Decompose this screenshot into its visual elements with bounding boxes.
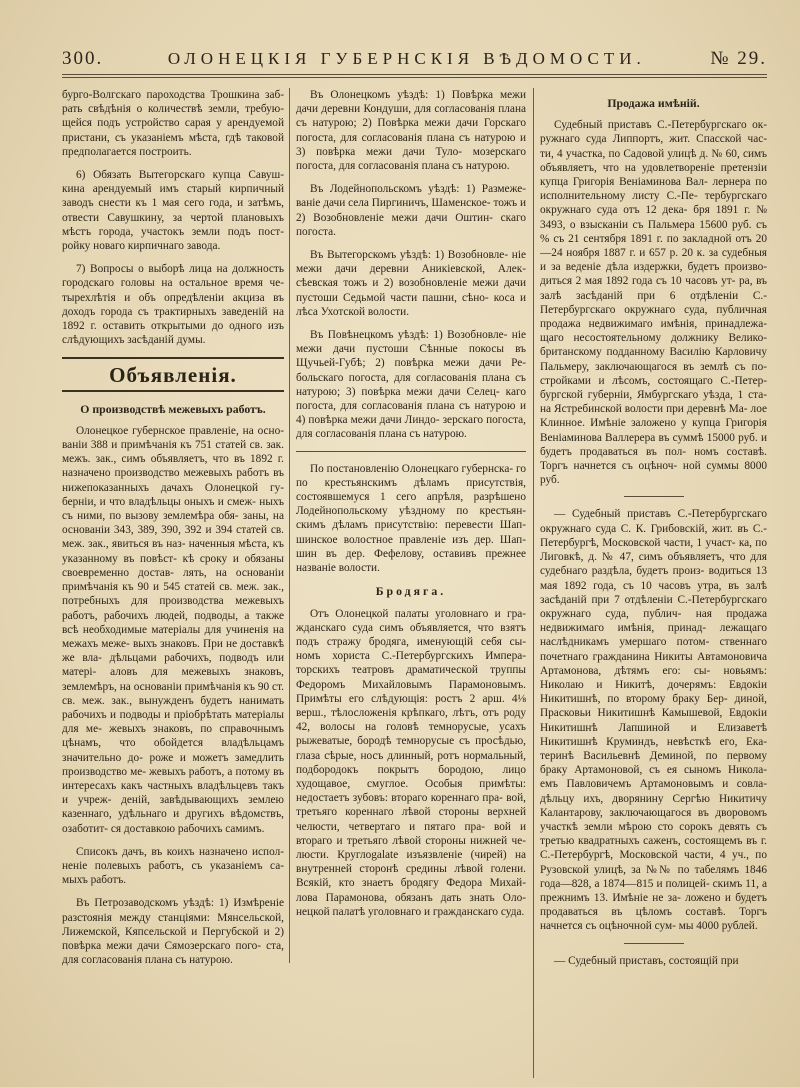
sub-heading: Бродяга. bbox=[375, 584, 447, 599]
paragraph: бурго-Волгскаго пароходства Трошкина заб- рать свѣдѣнія о количествѣ земли, требую- щейся подъ устройство сарая у арендуемой пристани, съ указаніемъ мѣста, гдѣ таковой предполагается построить. bbox=[62, 89, 284, 158]
separator-rule bbox=[624, 496, 684, 497]
paragraph: Отъ Олонецкой палаты уголовнаго и гра- жданскаго суда симъ объявляется, что взятъ подъ стражу бродяга, именующій себя сы- номъ хориста С.-Петербургскихъ Импера- торскихъ театровъ драматической труппы Федоромъ Михайловымъ Парамоновымъ. Примѣты его слѣдующія: ростъ 2 арш. 4⅛ верш., тѣлосложенія крѣпкаго, лѣтъ, отъ роду 42, волосы на головѣ темнорусые, усахъ рыжеватые, бородѣ темнорусые съ просѣдью, глаза сѣрые, носъ длинный, ротъ нормальный, подбородокъ покрытъ бородою, лицо худощавое, смуглое. Особыя примѣты: недостаетъ зубовъ: втораго кореннаго пра- вой, третьяго кореннаго лѣвой стороны верхней челюсти, четвертаго и пятаго пра- вой и втораго и третьяго лѣвой стороны нижней че- люсти. Круглоgalatе изъязвленіе (чирей) на внутренней сторонѣ средины лѣвой голени. Всякій, кто знаетъ бродягу Федора Михай- лова Парамонова, обязанъ дать знать Оло- нецкой палатѣ уголовнаго и гражданскаго суда. bbox=[296, 607, 526, 918]
page-header bbox=[62, 44, 767, 75]
page-number: 300. bbox=[62, 48, 104, 69]
column-divider-2 bbox=[533, 88, 534, 1078]
sub-heading: Продажа имѣній. bbox=[607, 96, 700, 110]
column-2 bbox=[296, 88, 526, 968]
paragraph: 7) Вопросы о выборѣ лица на должность городскаго головы на остальное время че- тырехлѣтія и объ опредѣленіи акциза въ доходъ города съ трактирныхъ заведеній на 1892 г. оставить открытыми до одного изъ слѣдующихъ засѣданій думы. bbox=[62, 263, 284, 347]
column-3 bbox=[540, 88, 767, 1088]
paragraph: Въ Олонецкомъ уѣздѣ: 1) Повѣрка межи дачи деревни Кондуши, для согласованія плана съ натурою; 2) Повѣрка межи дачи Горскаго погоста, для согласованія плана съ натурою и 3) повѣрка межи дачи Туло- мозерскаго погоста, для согласованія плана съ натурою. bbox=[296, 89, 526, 173]
paragraph: Олонецкое губернское правленіе, на осно- ваніи 388 и примѣчанія къ 751 статей св. зак. межъ. зак., симъ объявляетъ, что въ 1892 г. назначено производство межевыхъ работъ въ нижепоказанныхъ дачахъ Олонецкой гу- берніи, и что владѣльцы оныхъ и смеж- ныхъ съ ними, по вызову землемѣра обя- заны, на основаніи 343, 389, 390, 392 и 394 статей св. меж. зак., явиться въ наз- наченныя мѣста, къ указанному въ повѣст- кѣ сроку и обязаны своевременно достав- лять, на основаніи примѣчанія къ 90 и 545 статей св. меж. зак., потребныхъ для производства межевыхъ работъ, рабочихъ людей, подводы, а также всѣ необходимые матеріалы для учиненія на межахъ меже- выхъ знаковъ. При не доставкѣ же вла- дѣльцами рабочихъ, подводъ или матері- аловъ для межевыхъ знаковъ, землемѣръ, на основаніи примѣчанія къ 90 ст. св. меж. зак., вынужденъ будетъ нанимать рабочихъ и подводы и пріобрѣтать матеріалы для ме- жевыхъ знаковъ, по справочнымъ цѣнамъ, что обойдется владѣльцамъ значительно до- роже и можетъ замедлить производство ме- жевыхъ работъ, а потому въ интересахъ какъ частныхъ владѣльцевъ такъ и учреж- деній, завѣдывающихъ землею казеннаго, удѣльнаго и другихъ вѣдомствъ, озаботит- ся доставкою рабочихъ самимъ. bbox=[62, 424, 284, 835]
sub-heading: О производствѣ межевыхъ работъ. bbox=[80, 401, 266, 416]
paragraph: Судебный приставъ С.-Петербургскаго ок- ружнаго суда Липпортъ, жит. Спасской час- ти, 4 участка, по Садовой улицѣ д. № 60, симъ объявляетъ, что на удовлетвореніе претензіи купца Григорія Веніаминова Вал- лернера по исполнительному листу С.-Пе- тербургскаго окружнаго суда отъ 12 дека- бря 1891 г. № 3493, о взысканіи съ Пальмера 15600 руб. съ % съ 21 сентября 1891 г. по закладной отъ 20—24 ноября 1887 г. и 657 р. 20 к. за судебныя и за веденіе дѣла издержки, будетъ произво- диться 2 мая 1892 года съ 10 часовъ ут- ра, въ залѣ засѣданій при 6 отдѣленіи С.- Петербургскаго окружнаго суда, публичная продажа недвижимаго имѣнія, принадлежа- щаго несостоятельному должнику Велико- британскому подданному Василію Карловичу Пальмеру, заключающагося въ землѣ съ по- стройками и лѣсомъ, состоящаго С.-Петер- бургской губерніи, Ямбургскаго уѣзда, 1 ста- на Ястребинской волости при деревнѣ Ма- лое Клинное. Имѣніе заложено у купца Григорія Веніаминова Валлерера въ суммѣ 15000 руб. и будетъ продаваться въ пол- номъ составѣ. Торгъ начнется съ оцѣноч- ной суммы 8000 руб. bbox=[540, 119, 767, 487]
paragraph: Списокъ дачъ, въ коихъ назначено испол- неніе полевыхъ работъ, съ указаніемъ са- мыхъ работъ. bbox=[62, 845, 284, 887]
paragraph: — Судебный приставъ С.-Петербургскаго окружнаго суда С. К. Грибовскій, жит. въ С.-Петербургѣ, Московской части, 1 участ- ка, по Лиговкѣ, д. № 47, симъ объявляетъ, что для судебнаго раздѣла, будетъ произ- водиться 13 мая 1892 года, съ 10 часовъ утра, въ залѣ засѣданій при 7 отдѣленіи С.-Петербургскаго окружнаго суда, публич- ная продажа недвижимаго имѣнія, принад- лежащаго наслѣдникамъ умершаго потом- ственнаго почетнаго гражданина Никиты Автамоновича Артамонова, дѣтямъ его: сы- новьямъ: Николаю и Никитѣ, дочерямъ: Евдокіи Никитишнѣ, по второму браку Бер- диной, Прасковьи Никитишнѣ Камышевой, Евдокіи Никитишнѣ Лапшиной и Елизаветѣ Никитишнѣ Круминдъ, невѣсткѣ его, Ека- теринѣ Васильевнѣ Деминой, по первому браку Артамоновой, съ ея сыномъ Никола- емъ Павловичемъ Артамоновымъ и совла- дѣльцу ихъ, дворянину Сергѣю Никитичу Калантарову, заключающагося въ дворовомъ участкѣ земли мѣрою сто сорокъ девять съ третью квадратныхъ саженъ, состоящемъ въ г. С.-Петербургѣ, Московской части, 4 уч., по Рузовской улицѣ, за №№ по табелямъ 1846 года—828, а 1874—815 и полицей- скимъ 11, а прежнимъ 13. Имѣніе не за- ложено и будетъ продаваться въ цѣломъ составѣ. Торгъ начнется съ оцѣночной сум- мы 4000 рублей. bbox=[540, 508, 767, 933]
paragraph: По постановленію Олонецкаго губернска- го по крестьянскимъ дѣламъ присутствія, состоявшемуся 1 сего апрѣля, разрѣшено Лодейнопольскому уѣздному по крестьян- скимъ дѣламъ присутствію: перевести Шап- шинское волостное правленіе изъ дер. Шап- шин въ дер. Фефелову, оставивъ прежнее названіе волости. bbox=[296, 462, 526, 575]
paragraph: Въ Повѣнецкомъ уѣздѣ: 1) Возобновле- ніе межи дачи пустоши Сѣнные покосы въ Щучьей-Губѣ; 2) повѣрка межи дачи Ре- больскаго погоста, для согласованія плана съ натурою; 3) повѣрка межи дачи Селец- каго погоста, для согласованія плана съ натурою и 4) повѣрка межи дачи Линдо- зерскаго погоста, для согласованія плана съ натурою. bbox=[296, 329, 526, 441]
newspaper-title: ОЛОНЕЦКІЯ ГУБЕРНСКІЯ ВѢДОМОСТИ. bbox=[167, 49, 646, 68]
separator-rule bbox=[624, 943, 684, 944]
paragraph: Въ Петрозаводскомъ уѣздѣ: 1) Измѣреніе разстоянія между станціями: Мянсельской, Лижемской, Кяпсельской и Пергубской и 2) повѣрка межи дачи Сямозерскаго пого- ста, для согласованія плана съ натурою. bbox=[62, 897, 284, 967]
column-1 bbox=[62, 88, 284, 968]
paragraph: Въ Вытегорскомъ уѣздѣ: 1) Возобновле- ніе межи дачи деревни Аникіевской, Алек- сѣевская тожъ и 2) возобновленіе межи дачи пустоши Седьмой части пашни, сѣно- коса и лѣса Ухотской волости. bbox=[296, 249, 526, 318]
header-rule bbox=[62, 77, 767, 78]
paragraph: 6) Обязать Вытегорскаго купца Савуш- кина арендуемый имъ старый кирпичный заводъ снести къ 1 мая сего года, и затѣмъ, отвести Савушкину, за чертой плановыхъ мѣстъ города, участокъ земли подъ пост- ройку новаго кирпичнаго завода. bbox=[62, 169, 284, 253]
column-divider-1 bbox=[289, 88, 290, 963]
paragraph: Въ Лодейнопольскомъ уѣздѣ: 1) Размеже- ваніе дачи села Пиргиничъ, Шаменское- тожъ и 2) Возобновленіе межи дачи Оштин- скаго погоста. bbox=[296, 183, 526, 238]
section-title: Объявленія. bbox=[62, 357, 284, 391]
issue-number: № 29. bbox=[710, 48, 767, 69]
paragraph: — Судебный приставъ, состоящій при bbox=[554, 954, 739, 967]
separator-rule bbox=[296, 451, 526, 452]
